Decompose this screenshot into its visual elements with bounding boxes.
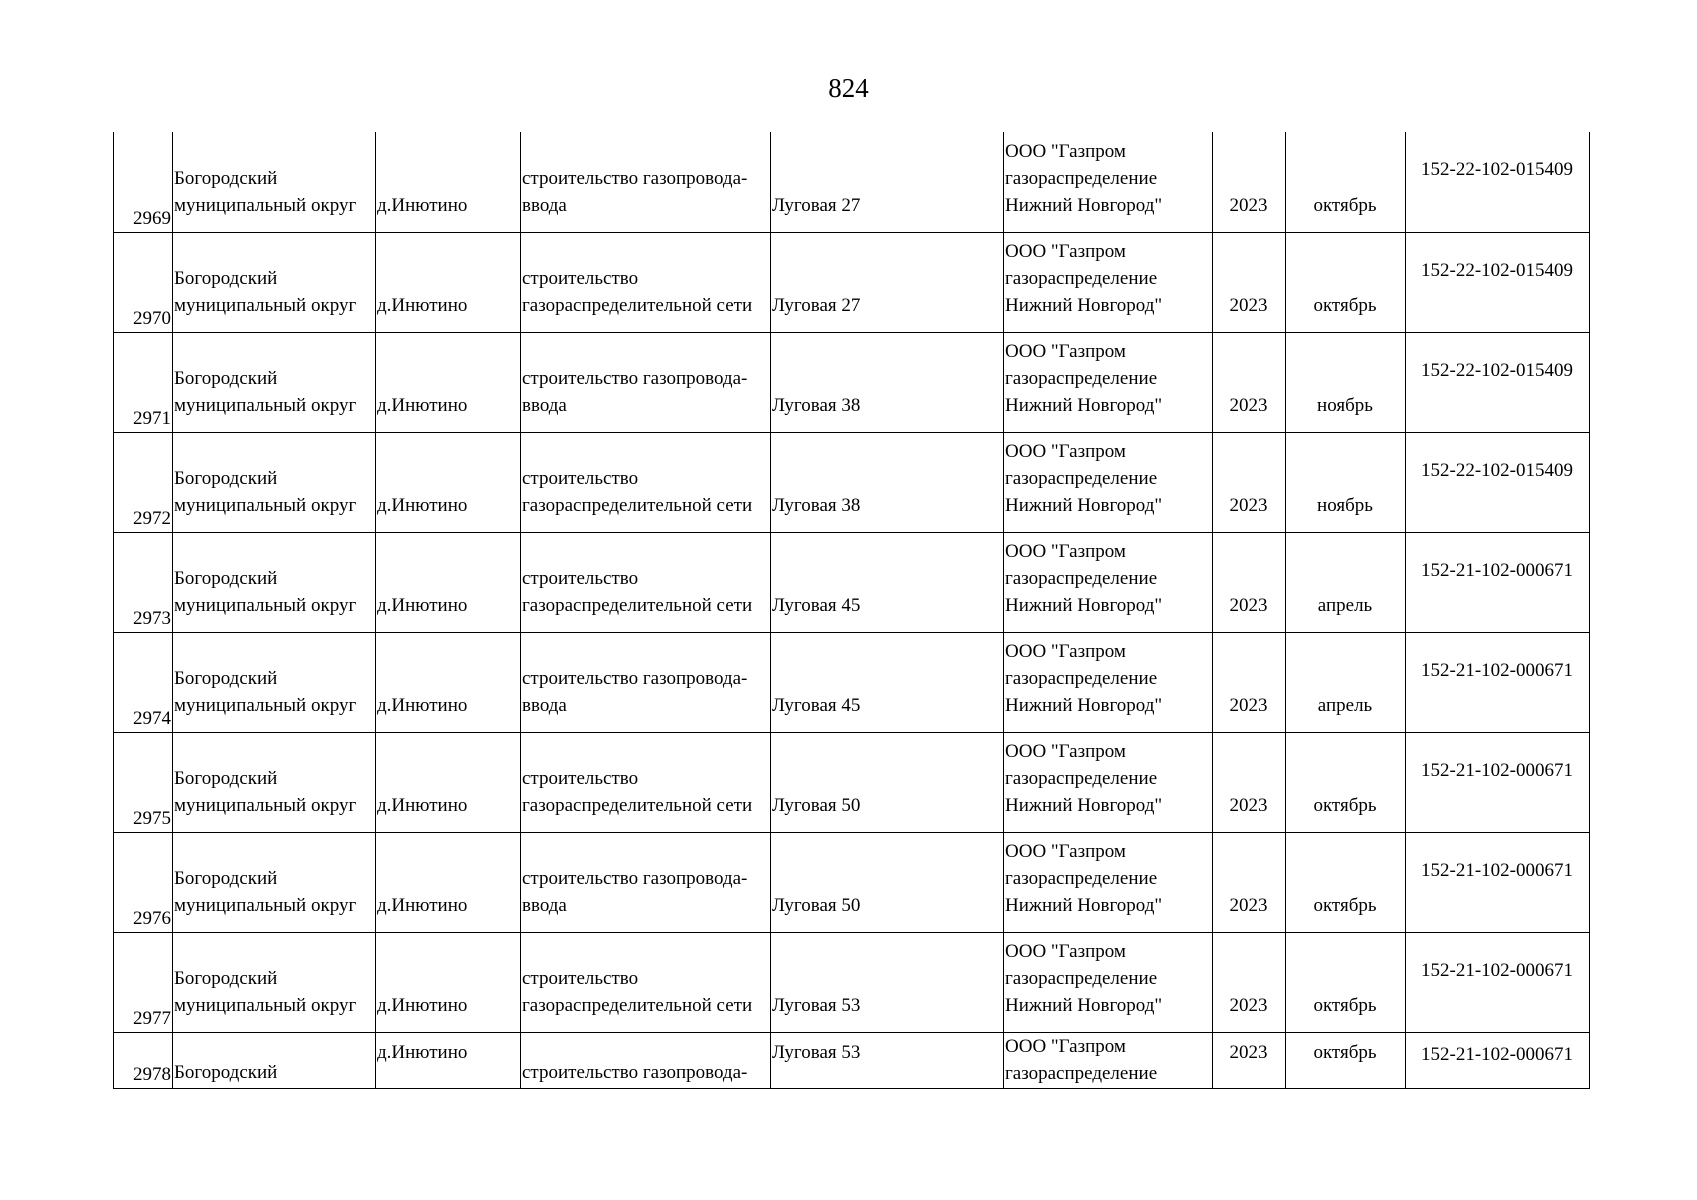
locality-cell-line: д.Инютино	[377, 194, 468, 216]
row-number-cell-line: 2969	[133, 207, 171, 229]
code-cell-line: 152-21-102-000671	[1421, 959, 1573, 981]
code-cell	[1406, 832, 1590, 932]
work-type-cell	[521, 1032, 771, 1088]
organization-cell	[1004, 332, 1213, 432]
row-number-cell-line: 2972	[133, 507, 171, 529]
district-cell-line: муниципальный округ	[174, 294, 357, 316]
district-cell	[173, 832, 376, 932]
month-cell-line: апрель	[1317, 694, 1373, 716]
month-cell-line: октябрь	[1313, 794, 1377, 816]
district-cell-line: Богородский	[174, 667, 278, 689]
year-cell-line: 2023	[1229, 494, 1268, 516]
work-type-cell-line: строительство газопровода-	[522, 167, 748, 189]
address-cell	[771, 632, 1004, 732]
table-body	[114, 132, 1590, 1088]
year-cell-line: 2023	[1229, 994, 1268, 1016]
work-type-cell	[521, 532, 771, 632]
address-cell-line: Луговая 45	[772, 694, 861, 716]
year-cell-line: 2023	[1229, 1041, 1268, 1063]
row-number-cell	[114, 932, 173, 1032]
work-type-cell	[521, 932, 771, 1032]
code-cell	[1406, 132, 1590, 232]
work-type-cell-line: строительство газопровода-	[522, 667, 748, 689]
work-type-cell	[521, 832, 771, 932]
row-number-cell-line: 2975	[133, 807, 171, 829]
table-row	[114, 732, 1590, 832]
address-cell	[771, 132, 1004, 232]
year-cell	[1213, 832, 1286, 932]
district-cell	[173, 932, 376, 1032]
code-cell-line: 152-21-102-000671	[1421, 859, 1573, 881]
month-cell	[1286, 832, 1406, 932]
district-cell-line: Богородский	[174, 167, 278, 189]
month-cell	[1286, 1032, 1406, 1088]
district-cell	[173, 1032, 376, 1088]
work-type-cell-line: газораспределительной сети	[522, 294, 753, 316]
organization-cell	[1004, 532, 1213, 632]
district-cell-line: Богородский	[174, 567, 278, 589]
year-cell-line: 2023	[1229, 694, 1268, 716]
address-cell-line: Луговая 27	[772, 294, 861, 316]
organization-cell	[1004, 232, 1213, 332]
work-type-cell-line: строительство	[522, 967, 639, 989]
address-cell	[771, 432, 1004, 532]
row-number-cell	[114, 1032, 173, 1088]
organization-cell-line: ООО "Газпром	[1005, 140, 1126, 162]
work-type-cell-line: газораспределительной сети	[522, 994, 753, 1016]
organization-cell	[1004, 1032, 1213, 1088]
organization-cell	[1004, 632, 1213, 732]
row-number-cell	[114, 232, 173, 332]
work-type-cell-line: строительство	[522, 767, 639, 789]
district-cell-line: муниципальный округ	[174, 894, 357, 916]
address-cell-line: Луговая 50	[772, 794, 861, 816]
work-type-cell-line: газораспределительной сети	[522, 494, 753, 516]
organization-cell-line: ООО "Газпром	[1005, 440, 1126, 462]
locality-cell	[376, 632, 521, 732]
year-cell	[1213, 232, 1286, 332]
address-cell	[771, 832, 1004, 932]
address-cell-line: Луговая 53	[772, 994, 861, 1016]
organization-cell-line: газораспределение	[1005, 767, 1158, 789]
locality-cell	[376, 1032, 521, 1088]
code-cell	[1406, 732, 1590, 832]
month-cell	[1286, 632, 1406, 732]
organization-cell-line: Нижний Новгород"	[1005, 794, 1163, 816]
locality-cell	[376, 332, 521, 432]
year-cell-line: 2023	[1229, 194, 1268, 216]
month-cell	[1286, 432, 1406, 532]
organization-cell-line: ООО "Газпром	[1005, 1035, 1126, 1057]
year-cell	[1213, 1032, 1286, 1088]
work-type-cell-line: строительство	[522, 267, 639, 289]
row-number-cell-line: 2977	[133, 1007, 171, 1029]
row-number-cell-line: 2973	[133, 607, 171, 629]
district-cell-line: Богородский	[174, 767, 278, 789]
locality-cell	[376, 232, 521, 332]
work-type-cell-line: ввода	[522, 394, 567, 416]
year-cell-line: 2023	[1229, 594, 1268, 616]
organization-cell-line: Нижний Новгород"	[1005, 994, 1163, 1016]
organization-cell-line: Нижний Новгород"	[1005, 694, 1163, 716]
month-cell-line: апрель	[1317, 594, 1373, 616]
month-cell-line: октябрь	[1313, 994, 1377, 1016]
code-cell	[1406, 432, 1590, 532]
district-cell-line: муниципальный округ	[174, 494, 357, 516]
organization-cell-line: газораспределение	[1005, 667, 1158, 689]
work-type-cell	[521, 332, 771, 432]
year-cell-line: 2023	[1229, 294, 1268, 316]
table-row	[114, 232, 1590, 332]
locality-cell	[376, 532, 521, 632]
work-type-cell-line: строительство газопровода-	[522, 367, 748, 389]
table-row	[114, 132, 1590, 232]
month-cell-line: октябрь	[1313, 194, 1377, 216]
locality-cell-line: д.Инютино	[377, 694, 468, 716]
locality-cell-line: д.Инютино	[377, 494, 468, 516]
district-cell-line: Богородский	[174, 967, 278, 989]
organization-cell-line: ООО "Газпром	[1005, 240, 1126, 262]
code-cell-line: 152-21-102-000671	[1421, 559, 1573, 581]
code-cell	[1406, 532, 1590, 632]
year-cell	[1213, 632, 1286, 732]
year-cell	[1213, 132, 1286, 232]
address-cell-line: Луговая 53	[772, 1041, 861, 1063]
code-cell-line: 152-21-102-000671	[1421, 1043, 1573, 1065]
row-number-cell	[114, 432, 173, 532]
table-row	[114, 632, 1590, 732]
organization-cell-line: Нижний Новгород"	[1005, 394, 1163, 416]
address-cell	[771, 1032, 1004, 1088]
code-cell	[1406, 932, 1590, 1032]
month-cell	[1286, 132, 1406, 232]
code-cell-line: 152-22-102-015409	[1421, 359, 1573, 381]
code-cell	[1406, 1032, 1590, 1088]
locality-cell	[376, 832, 521, 932]
row-number-cell-line: 2971	[133, 407, 171, 429]
month-cell-line: октябрь	[1313, 1041, 1377, 1063]
work-type-cell	[521, 632, 771, 732]
code-cell-line: 152-22-102-015409	[1421, 459, 1573, 481]
district-cell-line: муниципальный округ	[174, 194, 357, 216]
work-type-cell	[521, 432, 771, 532]
organization-cell-line: газораспределение	[1005, 267, 1158, 289]
district-cell-line: муниципальный округ	[174, 694, 357, 716]
organization-cell-line: газораспределение	[1005, 467, 1158, 489]
organization-cell-line: Нижний Новгород"	[1005, 894, 1163, 916]
locality-cell-line: д.Инютино	[377, 794, 468, 816]
work-type-cell	[521, 732, 771, 832]
organization-cell-line: Нижний Новгород"	[1005, 594, 1163, 616]
work-type-cell-line: ввода	[522, 694, 567, 716]
organization-cell-line: ООО "Газпром	[1005, 740, 1126, 762]
organization-cell-line: газораспределение	[1005, 1062, 1158, 1084]
row-number-cell-line: 2970	[133, 307, 171, 329]
organization-cell-line: ООО "Газпром	[1005, 940, 1126, 962]
organization-cell	[1004, 932, 1213, 1032]
table-row	[114, 332, 1590, 432]
district-cell-line: Богородский	[174, 467, 278, 489]
year-cell	[1213, 532, 1286, 632]
district-cell-line: Богородский	[174, 867, 278, 889]
district-cell	[173, 632, 376, 732]
work-type-cell-line: строительство газопровода-	[522, 867, 748, 889]
district-cell-line: Богородский	[174, 267, 278, 289]
organization-cell	[1004, 832, 1213, 932]
row-number-cell	[114, 632, 173, 732]
work-type-cell-line: газораспределительной сети	[522, 594, 753, 616]
district-cell	[173, 532, 376, 632]
address-cell	[771, 932, 1004, 1032]
month-cell-line: ноябрь	[1317, 494, 1373, 516]
month-cell-line: октябрь	[1313, 894, 1377, 916]
table-row	[114, 1032, 1590, 1088]
work-type-cell-line: строительство	[522, 567, 639, 589]
district-cell	[173, 232, 376, 332]
month-cell	[1286, 332, 1406, 432]
locality-cell-line: д.Инютино	[377, 1041, 468, 1063]
row-number-cell	[114, 532, 173, 632]
district-cell-line: муниципальный округ	[174, 394, 357, 416]
work-type-cell-line: ввода	[522, 894, 567, 916]
address-cell	[771, 532, 1004, 632]
work-type-cell	[521, 232, 771, 332]
locality-cell-line: д.Инютино	[377, 394, 468, 416]
month-cell	[1286, 932, 1406, 1032]
district-cell	[173, 732, 376, 832]
address-cell-line: Луговая 27	[772, 194, 861, 216]
address-cell-line: Луговая 38	[772, 494, 861, 516]
table-row	[114, 532, 1590, 632]
organization-cell-line: ООО "Газпром	[1005, 840, 1126, 862]
year-cell	[1213, 432, 1286, 532]
month-cell-line: октябрь	[1313, 294, 1377, 316]
organization-cell-line: ООО "Газпром	[1005, 640, 1126, 662]
organization-cell-line: газораспределение	[1005, 567, 1158, 589]
address-cell	[771, 232, 1004, 332]
month-cell	[1286, 532, 1406, 632]
registry-table	[113, 132, 1590, 1089]
organization-cell-line: Нижний Новгород"	[1005, 194, 1163, 216]
organization-cell	[1004, 132, 1213, 232]
organization-cell-line: газораспределение	[1005, 167, 1158, 189]
address-cell-line: Луговая 50	[772, 894, 861, 916]
organization-cell-line: газораспределение	[1005, 867, 1158, 889]
code-cell	[1406, 632, 1590, 732]
district-cell	[173, 332, 376, 432]
organization-cell-line: ООО "Газпром	[1005, 540, 1126, 562]
work-type-cell-line: газораспределительной сети	[522, 794, 753, 816]
locality-cell	[376, 132, 521, 232]
table-row	[114, 832, 1590, 932]
month-cell	[1286, 732, 1406, 832]
work-type-cell-line: строительство	[522, 467, 639, 489]
row-number-cell	[114, 832, 173, 932]
organization-cell	[1004, 732, 1213, 832]
locality-cell-line: д.Инютино	[377, 294, 468, 316]
month-cell	[1286, 232, 1406, 332]
table-row	[114, 932, 1590, 1032]
work-type-cell-line: ввода	[522, 194, 567, 216]
district-cell-line: муниципальный округ	[174, 594, 357, 616]
locality-cell	[376, 732, 521, 832]
code-cell-line: 152-21-102-000671	[1421, 759, 1573, 781]
year-cell-line: 2023	[1229, 794, 1268, 816]
year-cell	[1213, 332, 1286, 432]
row-number-cell-line: 2974	[133, 707, 171, 729]
locality-cell	[376, 432, 521, 532]
organization-cell-line: газораспределение	[1005, 367, 1158, 389]
row-number-cell-line: 2978	[133, 1063, 171, 1085]
district-cell	[173, 432, 376, 532]
table-row	[114, 432, 1590, 532]
locality-cell-line: д.Инютино	[377, 594, 468, 616]
district-cell-line: Богородский	[174, 1061, 278, 1083]
work-type-cell-line: строительство газопровода-	[522, 1061, 748, 1083]
year-cell	[1213, 732, 1286, 832]
organization-cell-line: Нижний Новгород"	[1005, 294, 1163, 316]
district-cell	[173, 132, 376, 232]
organization-cell-line: газораспределение	[1005, 967, 1158, 989]
locality-cell	[376, 932, 521, 1032]
code-cell-line: 152-22-102-015409	[1421, 259, 1573, 281]
address-cell	[771, 732, 1004, 832]
address-cell-line: Луговая 45	[772, 594, 861, 616]
locality-cell-line: д.Инютино	[377, 994, 468, 1016]
address-cell	[771, 332, 1004, 432]
code-cell	[1406, 332, 1590, 432]
row-number-cell	[114, 732, 173, 832]
district-cell-line: муниципальный округ	[174, 994, 357, 1016]
year-cell	[1213, 932, 1286, 1032]
organization-cell	[1004, 432, 1213, 532]
code-cell-line: 152-22-102-015409	[1421, 159, 1573, 180]
address-cell-line: Луговая 38	[772, 394, 861, 416]
work-type-cell	[521, 132, 771, 232]
month-cell-line: ноябрь	[1317, 394, 1373, 416]
organization-cell-line: ООО "Газпром	[1005, 340, 1126, 362]
code-cell	[1406, 232, 1590, 332]
year-cell-line: 2023	[1229, 894, 1268, 916]
row-number-cell-line: 2976	[133, 907, 171, 929]
district-cell-line: муниципальный округ	[174, 794, 357, 816]
page-number: 824	[828, 73, 869, 103]
year-cell-line: 2023	[1229, 394, 1268, 416]
organization-cell-line: Нижний Новгород"	[1005, 494, 1163, 516]
code-cell-line: 152-21-102-000671	[1421, 659, 1573, 681]
row-number-cell	[114, 332, 173, 432]
locality-cell-line: д.Инютино	[377, 894, 468, 916]
row-number-cell	[114, 132, 173, 232]
district-cell-line: Богородский	[174, 367, 278, 389]
